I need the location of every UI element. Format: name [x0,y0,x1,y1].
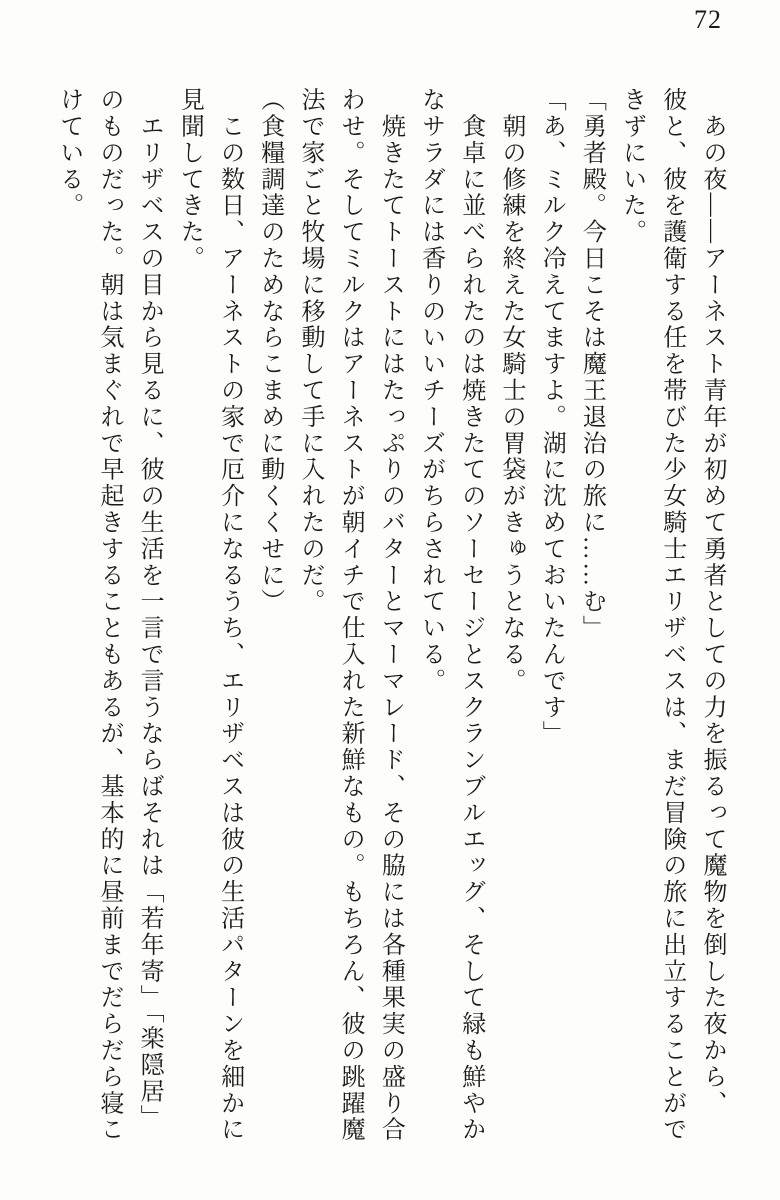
body-text [49,87,732,1149]
text-line: 法で家ごと牧場に移動して手に入れたのだ。 [296,87,323,615]
text-line: 彼と、彼を護衛する任を帯びた少女騎士エリザベスは、まだ冒険の旅に出立することがで [658,87,685,1143]
text-line: 見聞してきた。 [176,87,203,272]
text-line: なサラダには香りのいいチーズがちらされている。 [417,87,444,695]
text-line: エリザベスの目から見るに、彼の生活を一言で言うならばそれは「若年寄」「楽隠居」 [136,87,163,1131]
text-line: のものだった。朝は気まぐれで早起きすることもあるが、基本的に昼前までだらだら寝こ [95,87,122,1143]
page-number: 72 [694,5,722,34]
text-line: （食糧調達のためならこまめに動くくせに） [256,87,283,615]
text-line: 焼きたてトーストにはたっぷりのバターとマーマレード、その脇には各種果実の盛り合 [377,87,404,1143]
text-line: 「勇者殿。今日こそは魔王退治の旅に……む」 [578,87,605,642]
text-line: けている。 [55,87,82,219]
text-line: この数日、アーネストの家で厄介になるうち、エリザベスは彼の生活パターンを細かに [216,87,243,1143]
text-line: あの夜――アーネスト青年が初めて勇者としての力を振るって魔物を倒した夜から、 [699,87,725,1117]
text-line: 朝の修練を終えた女騎士の胃袋がきゅうとなる。 [497,87,524,695]
text-line: 食卓に並べられたのは焼きたてのソーセージとスクランブルエッグ、そして緑も鮮やか [457,87,484,1143]
text-line: きずにいた。 [618,87,645,246]
text-line: わせ。そしてミルクはアーネストが朝イチで仕入れた新鮮なもの。もちろん、彼の跳躍魔 [337,87,364,1143]
text-line: 「あ、ミルク冷えてますよ。湖に沈めておいたんです」 [538,87,565,747]
